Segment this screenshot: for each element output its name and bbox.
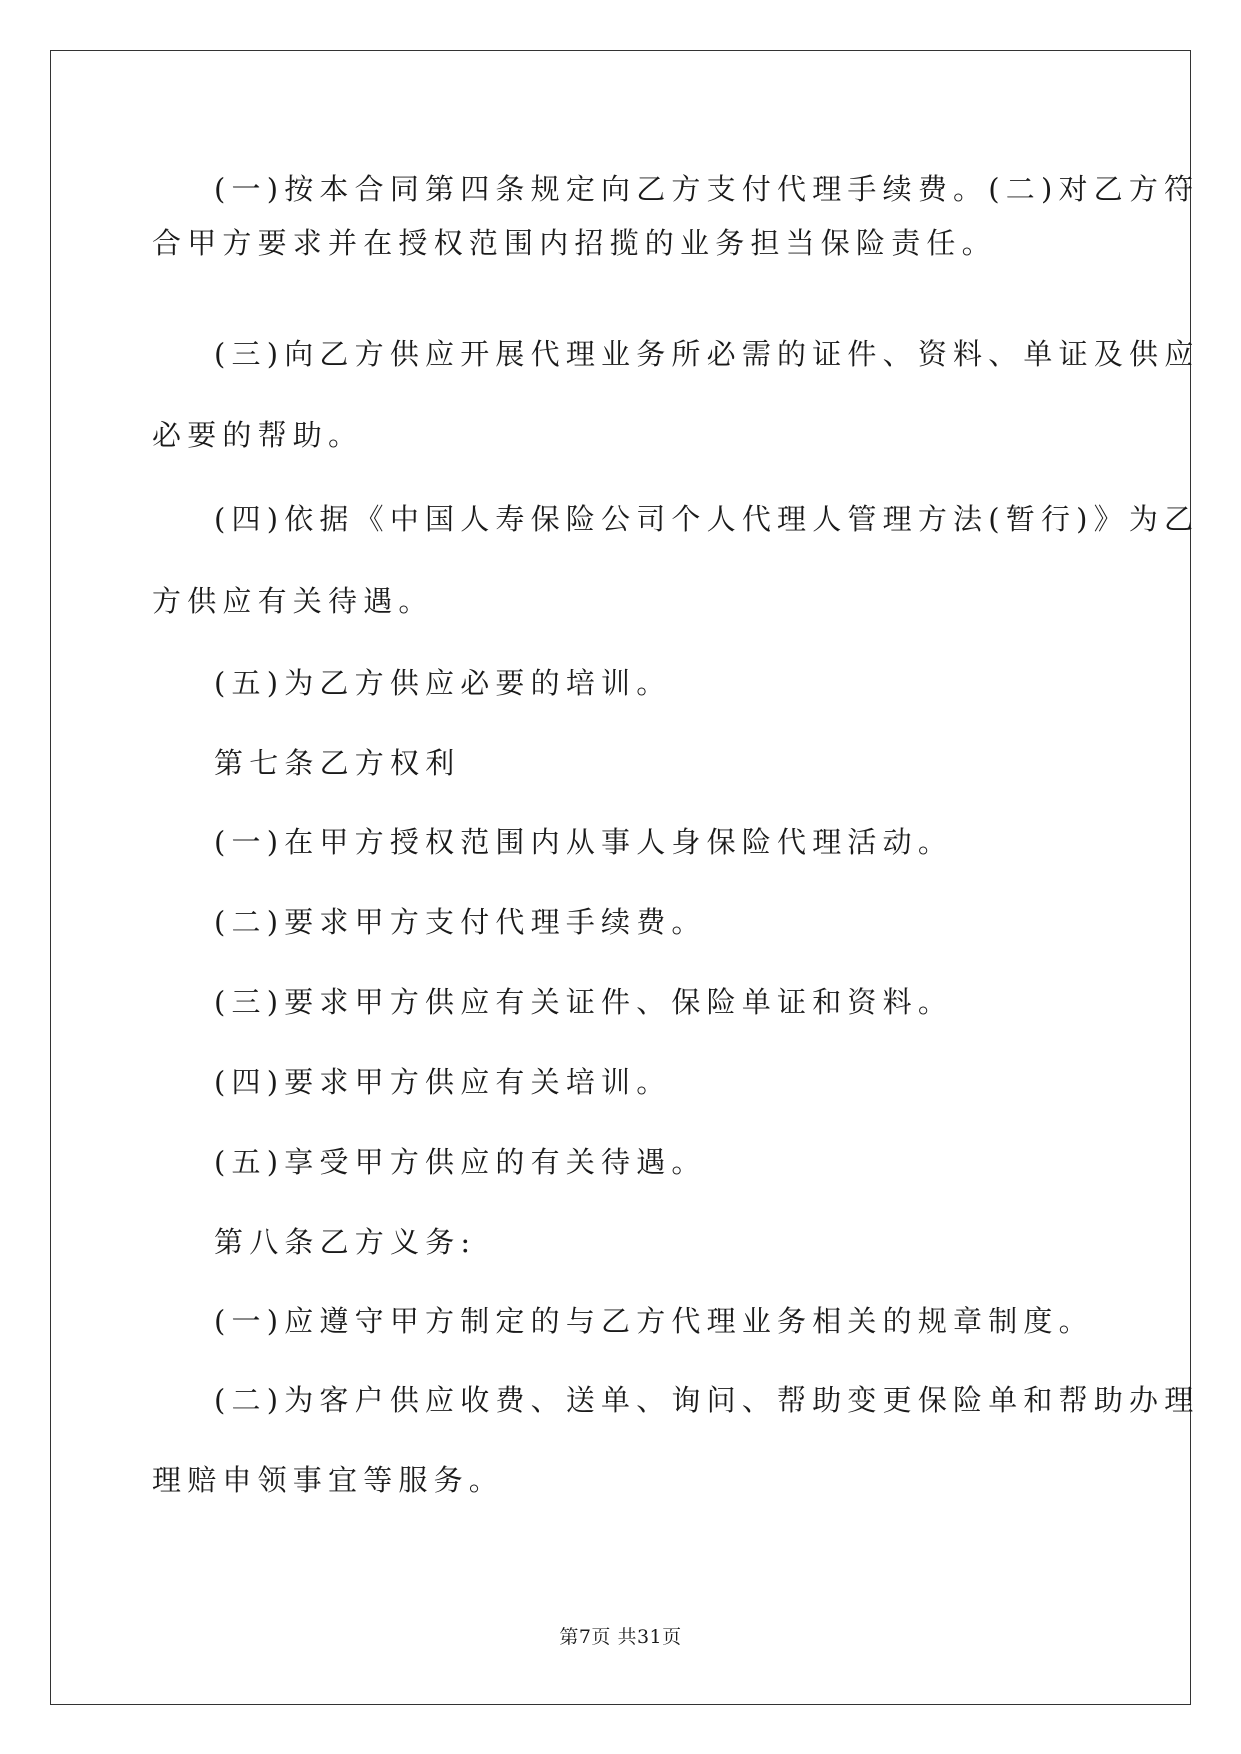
paragraph-line: (三)要求甲方供应有关证件、保险单证和资料。 [214,985,954,1019]
paragraph-line: 必要的帮助。 [152,418,364,452]
paragraph-line: (五)为乙方供应必要的培训。 [214,666,672,700]
section-heading: 第八条乙方义务: [214,1225,477,1259]
paragraph-line: (一)应遵守甲方制定的与乙方代理业务相关的规章制度。 [214,1304,1094,1338]
paragraph-line: (五)享受甲方供应的有关待遇。 [214,1145,707,1179]
paragraph-line: 合甲方要求并在授权范围内招揽的业务担当保险责任。 [152,226,997,260]
paragraph-line: (四)依据《中国人寿保险公司个人代理人管理方法(暂行)》为乙 [214,502,1200,536]
page-number-footer: 第7页 共31页 [559,1626,682,1648]
paragraph-line: 理赔申领事宜等服务。 [152,1463,505,1497]
paragraph-line: (一)在甲方授权范围内从事人身保险代理活动。 [214,825,954,859]
paragraph-line: (一)按本合同第四条规定向乙方支付代理手续费。(二)对乙方符 [214,172,1200,206]
paragraph-line: (四)要求甲方供应有关培训。 [214,1065,672,1099]
paragraph-line: (二)要求甲方支付代理手续费。 [214,905,707,939]
paragraph-line: (三)向乙方供应开展代理业务所必需的证件、资料、单证及供应 [214,337,1200,371]
page-border [50,50,1191,1705]
paragraph-line: 方供应有关待遇。 [152,584,434,618]
paragraph-line: (二)为客户供应收费、送单、询问、帮助变更保险单和帮助办理 [214,1383,1200,1417]
section-heading: 第七条乙方权利 [214,746,461,780]
